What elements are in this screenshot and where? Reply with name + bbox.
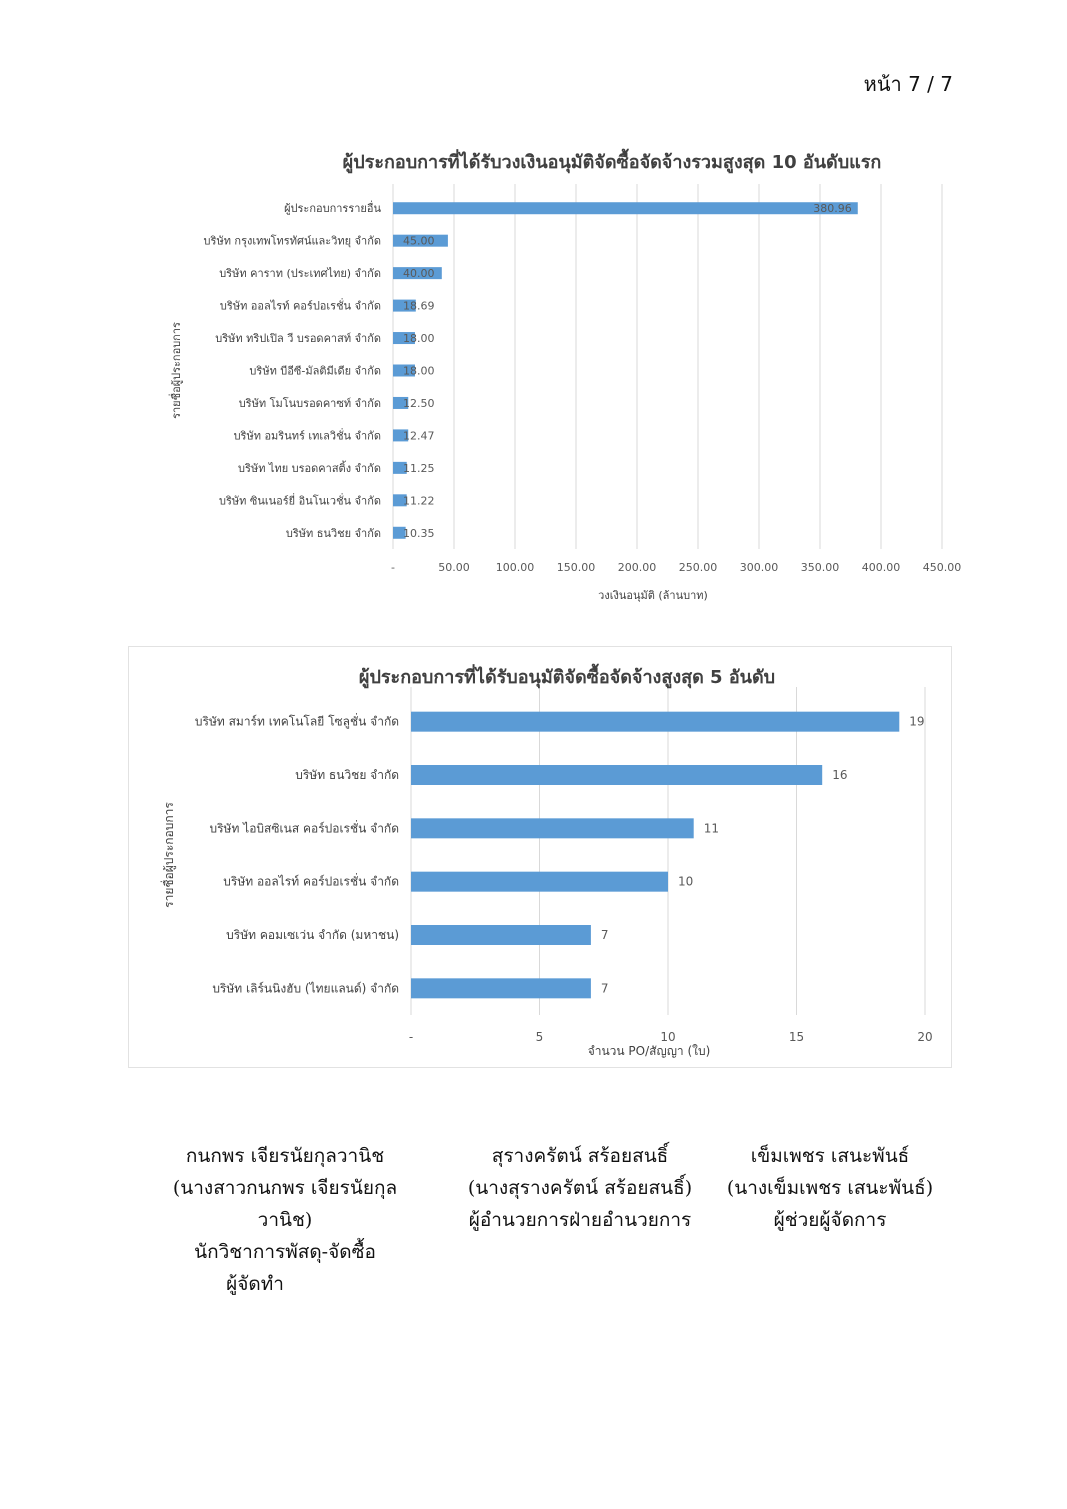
data-label: 12.47 <box>403 429 435 443</box>
data-label: 11.25 <box>403 461 435 475</box>
data-label: 7 <box>600 928 609 942</box>
data-label: 10 <box>678 874 694 889</box>
category-label: ผู้ประกอบการรายอื่น <box>284 202 381 216</box>
category-label: บริษัท สมาร์ท เทคโนโลยี โซลูชั่น จำกัด <box>194 714 399 729</box>
bar <box>411 925 591 945</box>
top5-po-count-chart <box>128 646 952 1068</box>
x-tick-label: - <box>391 561 395 574</box>
data-label: 19 <box>909 714 925 729</box>
data-label: 7 <box>600 981 609 996</box>
x-tick-label: 250.00 <box>678 561 718 574</box>
category-label: บริษัท อมรินทร์ เทเลวิชั่น จำกัด <box>233 429 381 443</box>
x-tick-label: 450.00 <box>922 561 962 574</box>
data-label: 380.96 <box>813 202 852 216</box>
category-label: บริษัท ไอบิสซิเนส คอร์ปอเรชั่น จำกัด <box>209 821 399 836</box>
category-label: บริษัท ซินเนอร์ยี่ อินโนเวชั่น จำกัด <box>218 494 381 508</box>
x-tick-label: 50.00 <box>438 561 470 574</box>
data-label: 18.00 <box>403 332 435 346</box>
x-tick-label: 200.00 <box>617 561 657 574</box>
category-label: บริษัท ไทย บรอดคาสติ้ง จำกัด <box>238 461 381 475</box>
x-tick-label: 5 <box>535 1030 544 1044</box>
bar <box>411 872 668 892</box>
top10-approved-budget-chart <box>160 140 980 610</box>
category-label: บริษัท ทริปเปิล วี บรอดคาสท์ จำกัด <box>215 332 381 346</box>
data-label: 11 <box>703 821 719 836</box>
signer-name: เข็มเพชร เสนะพันธ์ <box>750 1145 910 1167</box>
category-label: บริษัท ธนวิชย จำกัด <box>285 526 381 540</box>
data-label: 11.22 <box>403 494 435 508</box>
x-tick-label: 400.00 <box>861 561 901 574</box>
signature-director <box>460 1140 700 1236</box>
data-label: 45.00 <box>403 234 435 248</box>
data-label: 12.50 <box>403 396 435 410</box>
top10-chart-svg <box>160 140 980 610</box>
bar <box>411 978 591 998</box>
signer-full-name: (นางสาวกนกพร เจียรนัยกุลวานิช) <box>172 1177 398 1231</box>
data-label: 40.00 <box>403 267 435 281</box>
x-axis-label: จำนวน PO/สัญญา (ใบ) <box>587 1044 711 1058</box>
chart-title: ผู้ประกอบการที่ได้รับวงเงินอนุมัติจัดซื้อจัดจ้างรวมสูงสุด 10 อันดับแรก <box>342 152 882 173</box>
y-axis-label: รายชื่อผู้ประกอบการ <box>162 802 176 908</box>
page-number: หน้า 7 / 7 <box>863 72 953 96</box>
bar <box>411 712 899 732</box>
x-tick-label: 20 <box>917 1030 933 1044</box>
x-tick-label: - <box>408 1030 414 1044</box>
category-label: บริษัท ธนวิชย จำกัด <box>295 768 399 782</box>
signature-preparer <box>150 1140 420 1300</box>
category-label: บริษัท ออลไรท์ คอร์ปอเรชั่น จำกัด <box>223 874 399 889</box>
bar <box>393 202 858 214</box>
x-tick-label: 150.00 <box>556 561 596 574</box>
x-tick-label: 300.00 <box>739 561 779 574</box>
signer-position: นักวิชาการพัสดุ-จัดซื้อ <box>194 1241 376 1263</box>
x-tick-label: 15 <box>788 1030 805 1044</box>
category-label: บริษัท ออลไรท์ คอร์ปอเรชั่น จำกัด <box>219 299 381 313</box>
signer-full-name: (นางสุรางครัตน์ สร้อยสนธิ์) <box>467 1177 693 1199</box>
bar <box>411 765 822 785</box>
x-axis-label: วงเงินอนุมัติ (ล้านบาท) <box>598 589 708 602</box>
signer-position: ผู้อำนวยการฝ่ายอำนวยการ <box>468 1209 692 1231</box>
signer-position: ผู้ช่วยผู้จัดการ <box>773 1209 887 1231</box>
signer-full-name: (นางเข็มเพชร เสนะพันธ์) <box>726 1177 934 1199</box>
signer-role: ผู้จัดทำ <box>226 1273 284 1295</box>
signature-assistant-manager <box>720 1140 940 1236</box>
data-label: 10.35 <box>403 526 435 540</box>
x-tick-label: 350.00 <box>800 561 840 574</box>
chart-title: ผู้ประกอบการที่ได้รับอนุมัติจัดซื้อจัดจ้างสูงสุด 5 อันดับ <box>358 667 776 688</box>
data-label: 18.69 <box>403 299 435 313</box>
category-label: บริษัท คอมเซเว่น จำกัด (มหาชน) <box>226 928 399 942</box>
x-tick-label: 100.00 <box>495 561 535 574</box>
x-tick-label: 10 <box>660 1030 676 1044</box>
signer-name: กนกพร เจียรนัยกุลวานิช <box>185 1145 385 1167</box>
data-label: 16 <box>832 768 848 782</box>
bar <box>411 818 694 838</box>
category-label: บริษัท โมโนบรอดคาซท์ จำกัด <box>238 396 381 410</box>
top5-chart-svg <box>129 647 951 1067</box>
category-label: บริษัท กรุงเทพโทรทัศน์และวิทยุ จำกัด <box>203 234 381 248</box>
data-label: 18.00 <box>403 364 435 378</box>
category-label: บริษัท คาราท (ประเทศไทย) จำกัด <box>219 267 381 281</box>
category-label: บริษัท เลิร์นนิงฮับ (ไทยแลนด์) จำกัด <box>212 981 399 996</box>
signer-name: สุรางครัตน์ สร้อยสนธิ์ <box>491 1145 669 1167</box>
y-axis-label: รายชื่อผู้ประกอบการ <box>170 322 183 419</box>
category-label: บริษัท บีอีซี-มัลติมีเดีย จำกัด <box>249 364 381 378</box>
